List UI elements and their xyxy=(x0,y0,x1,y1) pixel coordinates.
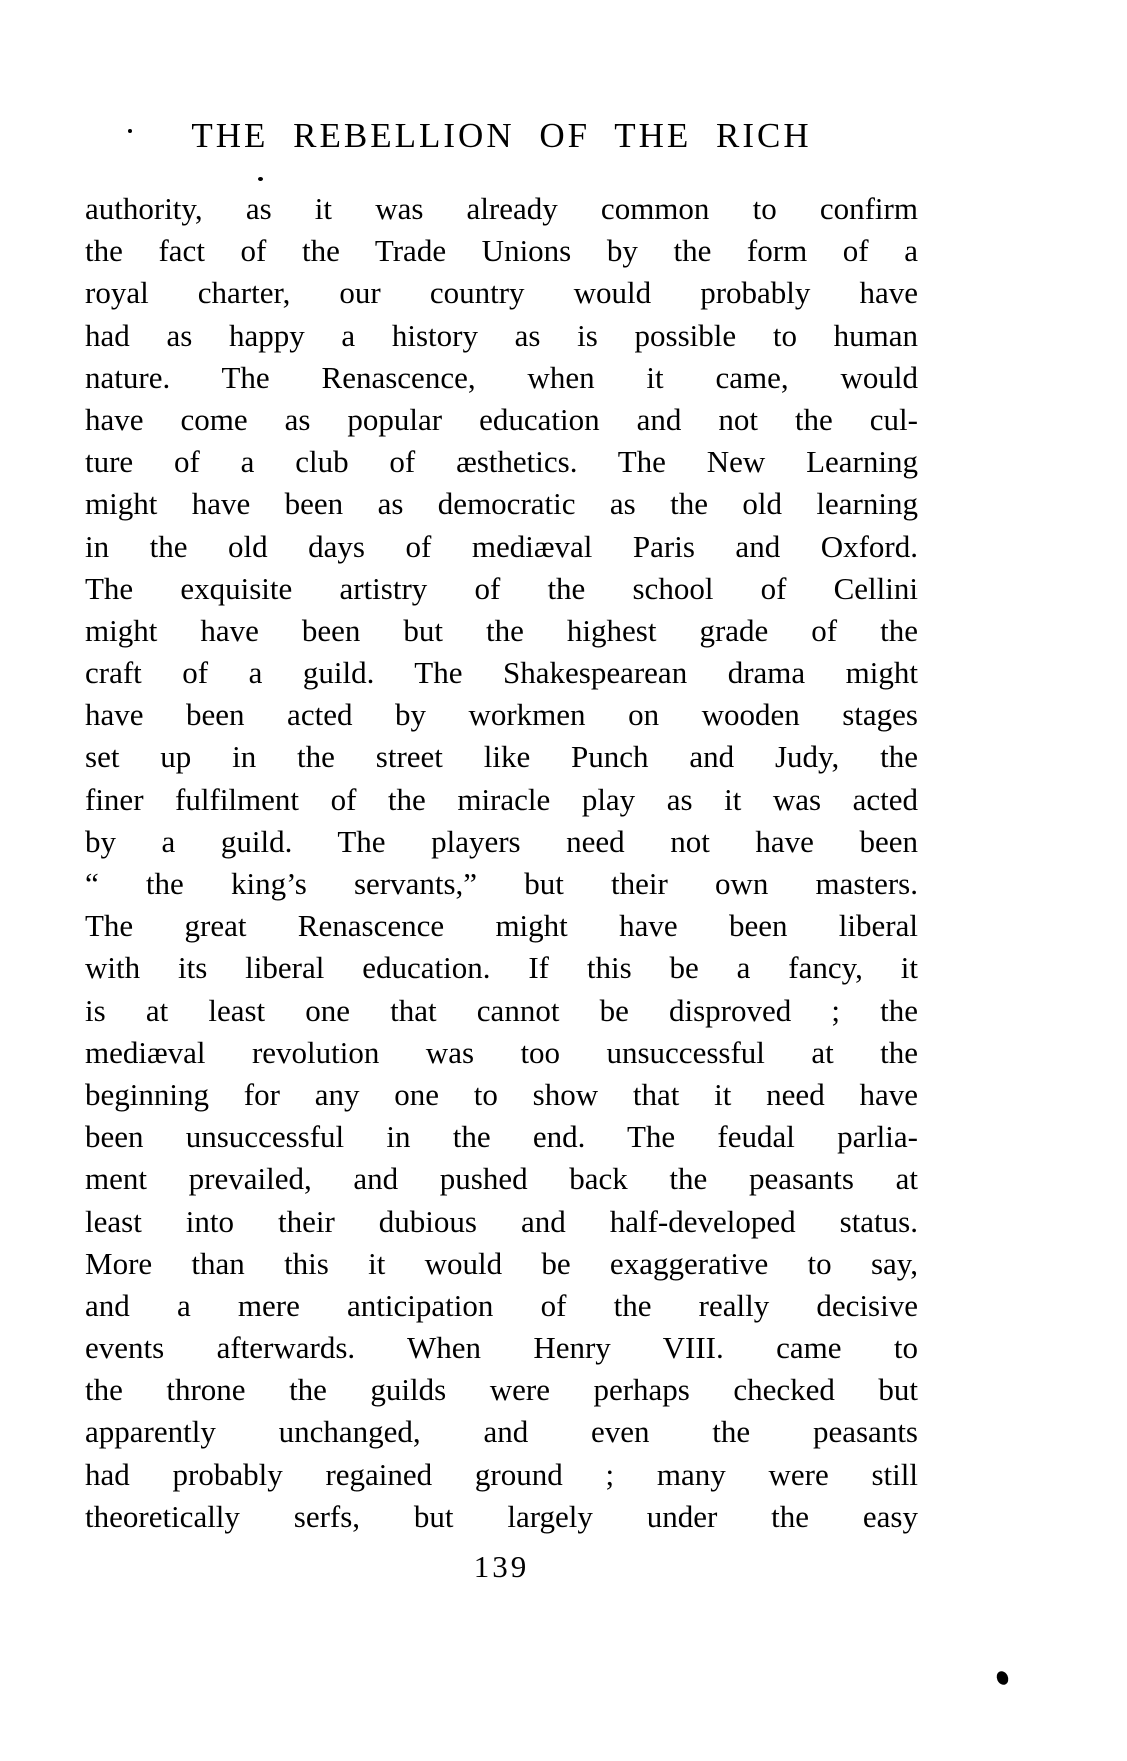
page-number: 139 xyxy=(473,1549,530,1584)
text-line: The exquisite artistry of the school of Cellini xyxy=(85,570,918,606)
text-line: mediæval revolution was too unsuccessful at the xyxy=(85,1034,918,1070)
text-line: events afterwards. When Henry VIII. came to xyxy=(85,1330,918,1366)
text-line: authority, as it was already common to confirm xyxy=(85,191,918,226)
text-line: theoretically serfs, but largely under the easy xyxy=(85,1498,918,1534)
text-line: ture of a club of æsthetics. The New Learning xyxy=(85,444,918,480)
ink-speck-icon xyxy=(258,177,263,181)
text-line: beginning for any one to show that it need have xyxy=(85,1076,918,1112)
running-head-title: THE REBELLION OF THE RICH xyxy=(191,116,812,155)
text-line: with its liberal education. If this be a fancy, it xyxy=(85,950,918,986)
text-line: set up in the street like Punch and Judy, the xyxy=(85,739,918,775)
text-line: finer fulfilment of the miracle play as it was acted xyxy=(85,781,918,817)
text-line: apparently unchanged, and even the peasants xyxy=(85,1414,918,1450)
text-line: have come as popular education and not the cul- xyxy=(85,401,918,437)
text-line: might have been but the highest grade of the xyxy=(85,612,918,648)
text-line: is at least one that cannot be disproved ; the xyxy=(85,992,918,1028)
text-line: least into their dubious and half-developed status. xyxy=(85,1203,918,1239)
text-line: and a mere anticipation of the really decisive xyxy=(85,1287,918,1323)
text-line: craft of a guild. The Shakespearean drama might xyxy=(85,655,918,691)
text-line: might have been as democratic as the old learning xyxy=(85,486,918,522)
text-line: the throne the guilds were perhaps checked but xyxy=(85,1372,918,1408)
body-text-block xyxy=(85,188,918,1538)
ink-speck-icon xyxy=(128,129,132,133)
text-line: by a guild. The players need not have been xyxy=(85,823,918,859)
text-line: ment prevailed, and pushed back the peasants at xyxy=(85,1161,918,1197)
ink-blot-icon xyxy=(995,1669,1011,1686)
text-line: “ the king’s servants,” but their own masters. xyxy=(85,866,918,901)
text-line: had probably regained ground ; many were still xyxy=(85,1456,918,1492)
text-line: have been acted by workmen on wooden stages xyxy=(85,697,918,733)
text-line: had as happy a history as is possible to human xyxy=(85,317,918,353)
text-line: the fact of the Trade Unions by the form of a xyxy=(85,233,918,269)
text-line: royal charter, our country would probably have xyxy=(85,275,918,311)
text-line: More than this it would be exaggerative to say, xyxy=(85,1245,918,1281)
text-line: nature. The Renascence, when it came, would xyxy=(85,359,918,395)
text-line: been unsuccessful in the end. The feudal parlia- xyxy=(85,1119,918,1155)
text-line: The great Renascence might have been liberal xyxy=(85,908,918,944)
text-line: in the old days of mediæval Paris and Oxford. xyxy=(85,528,918,564)
